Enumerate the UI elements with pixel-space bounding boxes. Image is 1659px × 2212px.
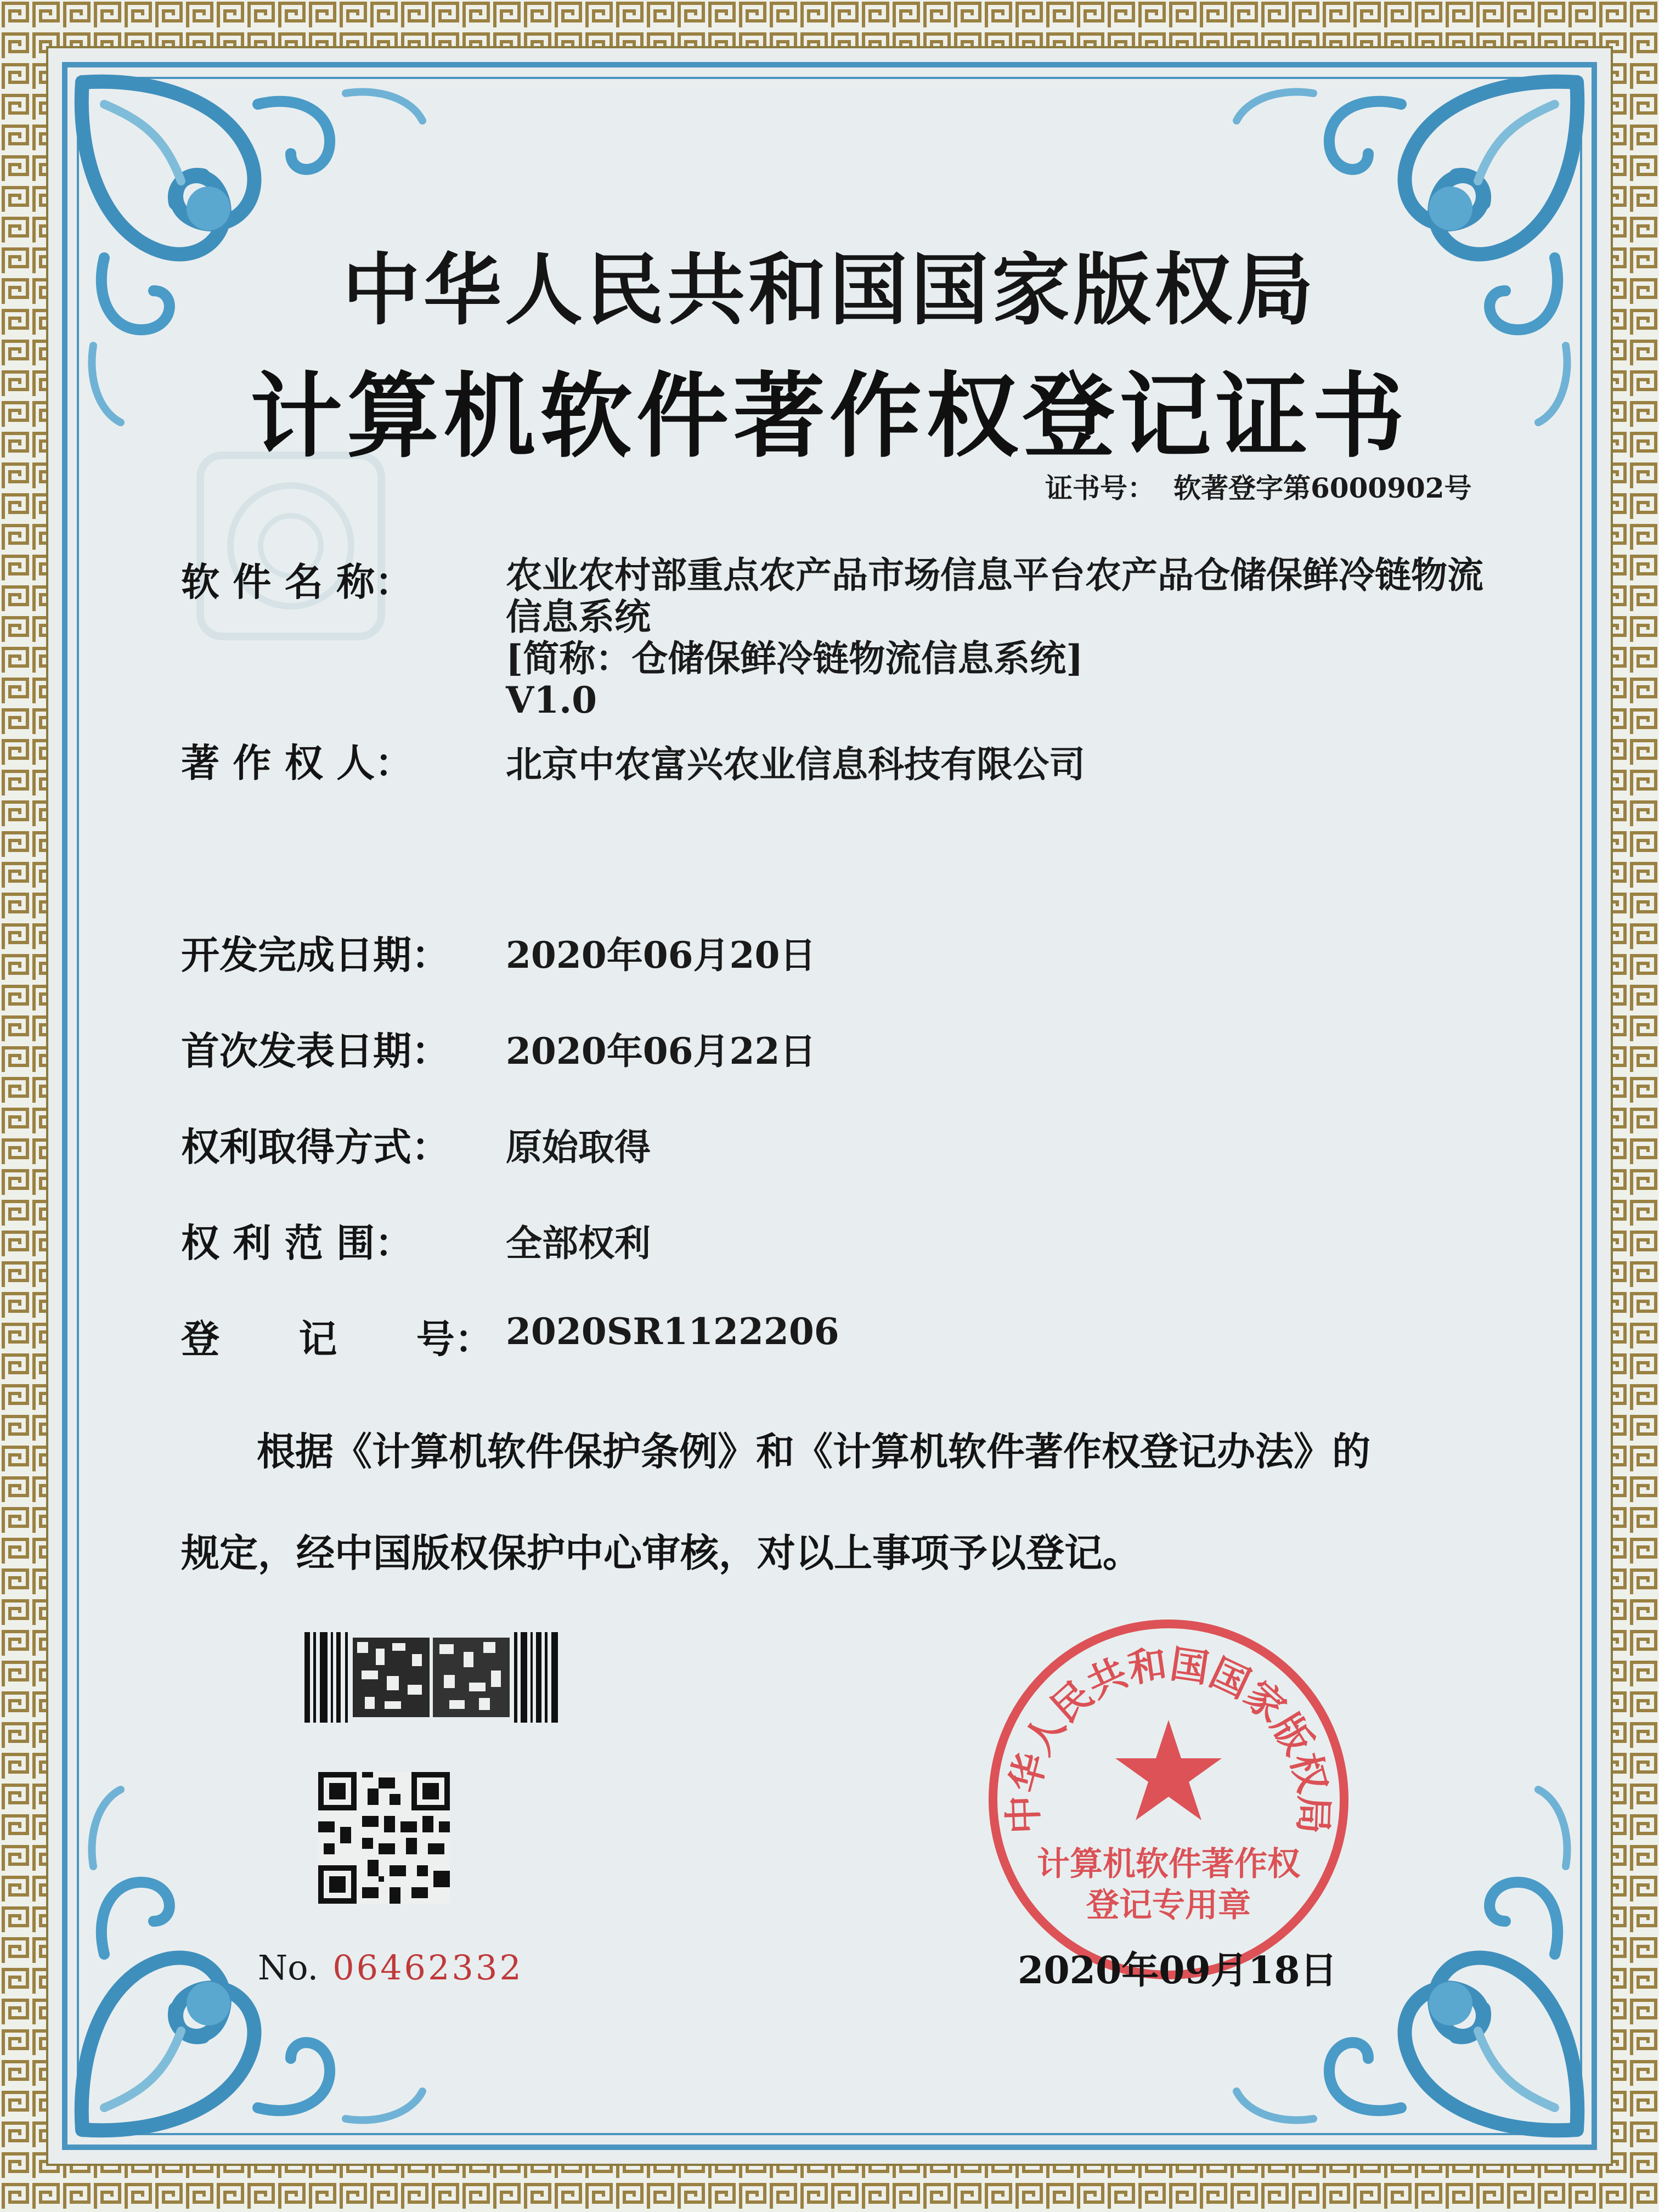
certificate-number xyxy=(1045,466,1472,506)
serial-number xyxy=(258,1948,523,1988)
rights-scope-value: 全部权利 xyxy=(506,1222,651,1265)
seal-star-icon xyxy=(1115,1720,1222,1820)
software-version: V1.0 xyxy=(506,679,597,721)
publication-date-label: 首次发表日期： xyxy=(181,1028,450,1074)
software-name-value xyxy=(506,554,1483,721)
registration-number-label: 登 记 号： xyxy=(181,1316,493,1362)
registration-number-value: 2020SR1122206 xyxy=(506,1310,839,1353)
development-date-label: 开发完成日期： xyxy=(181,932,450,978)
software-name-label: 软 件 名 称： xyxy=(181,559,414,605)
statement-line: 规定，经中国版权保护中心审核，对以上事项予以登记。 xyxy=(181,1530,1141,1576)
seal-inner-text: 登记专用章 xyxy=(1086,1886,1251,1925)
seal-outer-text: 中华人民共和国国家版权局 xyxy=(1000,1640,1338,1835)
certificate-number-label: 证书号： xyxy=(1045,472,1155,504)
copyright-owner-value: 北京中农富兴农业信息科技有限公司 xyxy=(506,743,1085,786)
publication-date-value: 2020年06月22日 xyxy=(506,1030,816,1073)
acquisition-method-value: 原始取得 xyxy=(506,1126,651,1169)
software-short-name: [简称：仓储保鲜冷链物流信息系统] xyxy=(506,637,1084,680)
acquisition-method-label: 权利取得方式： xyxy=(181,1124,450,1170)
seal-inner-text: 计算机软件著作权 xyxy=(1037,1845,1300,1883)
official-seal xyxy=(977,1607,1361,1991)
software-name-line: 信息系统 xyxy=(506,595,651,638)
serial-number-value: 06462332 xyxy=(332,1948,523,1988)
barcode-image xyxy=(304,1632,562,1723)
software-name-line: 农业农村部重点农产品市场信息平台农产品仓储保鲜冷链物流 xyxy=(506,554,1483,596)
certificate-title: 计算机软件著作权登记证书 xyxy=(250,362,1409,470)
issuer-title: 中华人民共和国国家版权局 xyxy=(342,245,1317,336)
serial-prefix: No. xyxy=(258,1948,319,1988)
statement-line: 根据《计算机软件保护条例》和《计算机软件著作权登记办法》的 xyxy=(257,1429,1370,1474)
development-date-value: 2020年06月20日 xyxy=(506,934,816,977)
certificate-number-value: 软著登字第6000902号 xyxy=(1173,472,1472,504)
rights-scope-label: 权 利 范 围： xyxy=(181,1220,414,1266)
copyright-owner-label: 著 作 权 人： xyxy=(181,740,414,786)
qr-code-image xyxy=(318,1772,450,1904)
issue-date: 2020年09月18日 xyxy=(1018,1949,1338,1993)
